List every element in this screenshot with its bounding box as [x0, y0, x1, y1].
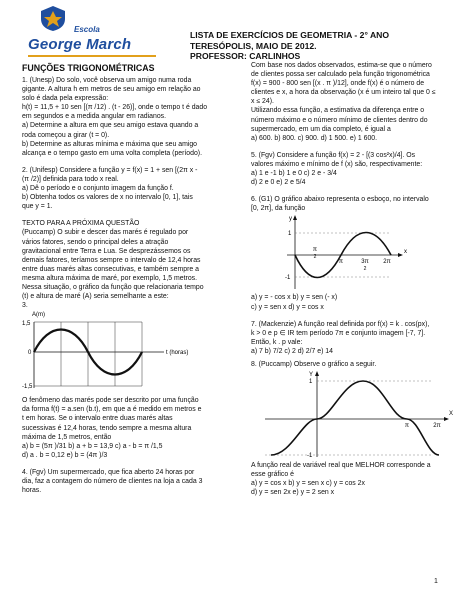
- reading-text: [22, 219, 234, 310]
- question-6: [251, 195, 463, 213]
- text-line: entre duas marés altas consecutivas, e também sempre a: [22, 265, 199, 273]
- text-line: k > 0 e p ∈ IR tem período 7π e conjunto imagem [-7, 7].: [251, 329, 426, 337]
- text-line: h(t) = 11,5 + 10 sen [(π /12) . (t - 26)], onde o tempo t é dado: [22, 104, 208, 112]
- answer-options: a) y = cos x b) y = sen x c) y = cos 2x: [251, 480, 365, 488]
- graph-ybottom-label: -1: [307, 453, 313, 460]
- text-line: gravitacional entre Terra e Lua. Se desprezássemos os: [22, 247, 191, 255]
- graph-ymin-label: -1,5: [22, 384, 33, 391]
- text-line: [0, 2π], da função: [251, 205, 306, 213]
- graph-ylabel: A(m): [32, 312, 45, 319]
- text-line: dia, faz a contagem do número de clientes na loja a cada 3: [22, 478, 203, 485]
- text-line: em segundos e a medida angular em radianos.: [22, 113, 167, 121]
- text-line: 7. (Mackenzie) A função real definida por f(x) = k . cos(px),: [251, 320, 430, 328]
- document-header: [190, 30, 470, 62]
- tick-label: 2: [363, 266, 367, 273]
- text-line: supermercado, em um dia completo, é igual a: [251, 125, 391, 133]
- text-line: da forma f(t) = a.sen (b.t), em que a é medido em metros e: [22, 406, 202, 414]
- graph-y-label: y: [289, 216, 292, 223]
- text-line: vários fatores, sendo o principal deles a atração: [22, 238, 169, 246]
- text-line: demais fatores, teríamos sempre o intervalo de 12,4 horas: [22, 256, 201, 264]
- text-line: A função real de variável real que MELHOR corresponde a: [251, 462, 431, 470]
- text-line: gigante. A altura h em metros de seu amigo em relação ao: [22, 86, 201, 94]
- graph-x-label: X: [449, 411, 454, 418]
- shield-emblem-icon: [38, 4, 68, 32]
- question-6-options: [251, 293, 463, 311]
- text-line: a) Determine a altura em que seu amigo estava quando a: [22, 122, 199, 130]
- question-1: [22, 76, 234, 158]
- text-line: mesma altura máxima de maré, por exemplo, 1,5 metros.: [22, 274, 198, 282]
- graph-y-label: Y: [309, 372, 314, 379]
- tick-label: 3π: [361, 259, 369, 266]
- text-line: máxima de 1,5 metros, então: [22, 433, 112, 441]
- text-line: solo é dada pela expressão:: [22, 95, 109, 103]
- answer-options: a) 7 b) 7/2 c) 2 d) 2/7 e) 14: [251, 347, 333, 355]
- question-5: [251, 151, 463, 187]
- text-line: Utilizando essa função, a estimativa da diferença entre o: [251, 107, 425, 115]
- graph-ytop-label: 1: [309, 379, 313, 386]
- text-line: Então, k . p vale:: [251, 338, 303, 346]
- graph-ytop-label: 1: [288, 231, 292, 238]
- text-line: x ≤ 24).: [251, 98, 274, 106]
- header-line-2: TERESÓPOLIS, MAIO DE 2012.: [190, 40, 317, 51]
- text-line: b) Obtenha todos os valores de x no intervalo [0, 1], tais: [22, 194, 193, 202]
- header-line-3: PROFESSOR: CARLINHOS: [190, 51, 301, 61]
- right-column: [251, 61, 463, 497]
- answer-options: c) y = sen x d) y = cos x: [251, 303, 324, 311]
- page-number: 1: [434, 578, 438, 585]
- tick-label: 2π: [383, 259, 391, 266]
- text-line: horas.: [22, 487, 42, 495]
- question-7: [251, 320, 463, 356]
- question-2: [22, 166, 234, 211]
- text-line: 8. (Puccamp) Observe o gráfico a seguir.: [251, 360, 377, 368]
- text-line: (t) e altura de maré (A) seria semelhante a este:: [22, 293, 169, 301]
- text-line: 2. (Unifesp) Considere a função y = f(x) = 1 + sen [(2π x -: [22, 166, 198, 174]
- function-graph-8: [251, 369, 463, 461]
- graph-x-label: x: [404, 249, 407, 256]
- logo-escola-text: Escola: [74, 25, 100, 34]
- question-4: [22, 468, 234, 495]
- left-column: [22, 63, 234, 495]
- answer-options: d) a . b = 0,12 e) b = (4π )/3: [22, 451, 108, 459]
- answer-options: a) y = - cos x b) y = sen (- x): [251, 294, 338, 302]
- text-line: f(x) = 900 - 800 sen [(x . π )/12], onde f(x) é o número de: [251, 80, 425, 88]
- text-line: 6. (G1) O gráfico abaixo representa o esboço, no intervalo: [251, 196, 429, 204]
- text-line: a) Dê o período e o conjunto imagem da função f.: [22, 185, 174, 193]
- school-logo: [14, 6, 154, 54]
- text-line: que y = 1.: [22, 203, 53, 211]
- text-line: t em horas. Se o intervalo entre duas marés altas: [22, 415, 173, 423]
- text-line: (π /2)] definida para todo x real.: [22, 175, 119, 183]
- question-8: [251, 360, 463, 369]
- text-line: b) Determine as alturas mínima e máxima que seu amigo: [22, 140, 198, 148]
- text-line: Com base nos dados observados, estima-se que o número: [251, 62, 432, 69]
- logo-underline: [28, 55, 156, 57]
- text-line: esse gráfico é: [251, 471, 294, 479]
- header-line-1: LISTA DE EXERCÍCIOS DE GEOMETRIA - 2° ANO: [190, 30, 390, 40]
- text-line: (Puccamp) O subir e descer das marés é regulado por: [22, 229, 189, 237]
- text-line: clientes e x, a hora da observação (x é um inteiro tal que 0 ≤: [251, 89, 436, 97]
- question-3: [22, 396, 234, 460]
- text-line: Nessa situação, o gráfico da função que relacionaria tempo: [22, 283, 204, 291]
- graph-xlabel: t (horas): [166, 350, 189, 357]
- text-line: 4. (Fgv) Um supermercado, que fica aberto 24 horas por: [22, 468, 195, 476]
- text-line: 3.: [22, 302, 28, 310]
- text-line: 5. (Fgv) Considere a função f(x) = 2 - [(3 cos²x)/4]. Os: [251, 151, 416, 159]
- function-curve: [271, 381, 439, 455]
- graph-ybottom-label: -1: [285, 275, 291, 282]
- answer-options: d) 2 e 0 e) 2 e 5/4: [251, 179, 306, 187]
- text-line: alcança e o tempo gasto em uma volta completa (período).: [22, 149, 203, 157]
- tick-label: 2: [313, 254, 317, 261]
- question-8-text: [251, 461, 463, 497]
- text-line: roda começou a girar (t = 0).: [22, 131, 110, 139]
- tick-label: π: [338, 259, 344, 266]
- text-line: valores máximo e mínimo de f (x) são, respectivamente:: [251, 160, 423, 168]
- tick-label: 2π: [433, 423, 441, 430]
- text-line: número máximo e o número mínimo de clientes dentro do: [251, 116, 428, 124]
- tide-graph: [22, 310, 234, 396]
- function-graph-6: [251, 213, 463, 293]
- answer-options: a) 600. b) 800. c) 900. d) 1 500. e) 1 600.: [251, 134, 378, 142]
- question-4-continued: [251, 61, 463, 143]
- text-line: sucessivas é 12,4 horas, tendo sempre a mesma altura: [22, 424, 192, 432]
- tick-label: π: [404, 423, 410, 430]
- text-line: de clientes possa ser calculado pela função trigonométrica: [251, 71, 430, 79]
- text-line: O fenômeno das marés pode ser descrito por uma função: [22, 397, 199, 405]
- logo-school-name: George March: [28, 36, 132, 53]
- answer-options: d) y = sen 2x e) y = 2 sen x: [251, 489, 335, 497]
- reading-text-title: TEXTO PARA A PRÓXIMA QUESTÃO: [22, 220, 140, 228]
- section-title: FUNÇÕES TRIGONOMÉTRICAS: [22, 63, 155, 73]
- graph-ymax-label: 1,5: [22, 321, 31, 328]
- text-line: 1. (Unesp) Do solo, você observa um amigo numa roda: [22, 77, 192, 84]
- tick-label: π: [312, 247, 318, 254]
- answer-options: a) b = (5π )/31 b) a + b = 13,9 c) a - b = π /1,5: [22, 442, 163, 450]
- answer-options: a) 1 e -1 b) 1 e 0 c) 2 e - 3/4: [251, 170, 337, 178]
- graph-yzero-label: 0: [28, 350, 32, 357]
